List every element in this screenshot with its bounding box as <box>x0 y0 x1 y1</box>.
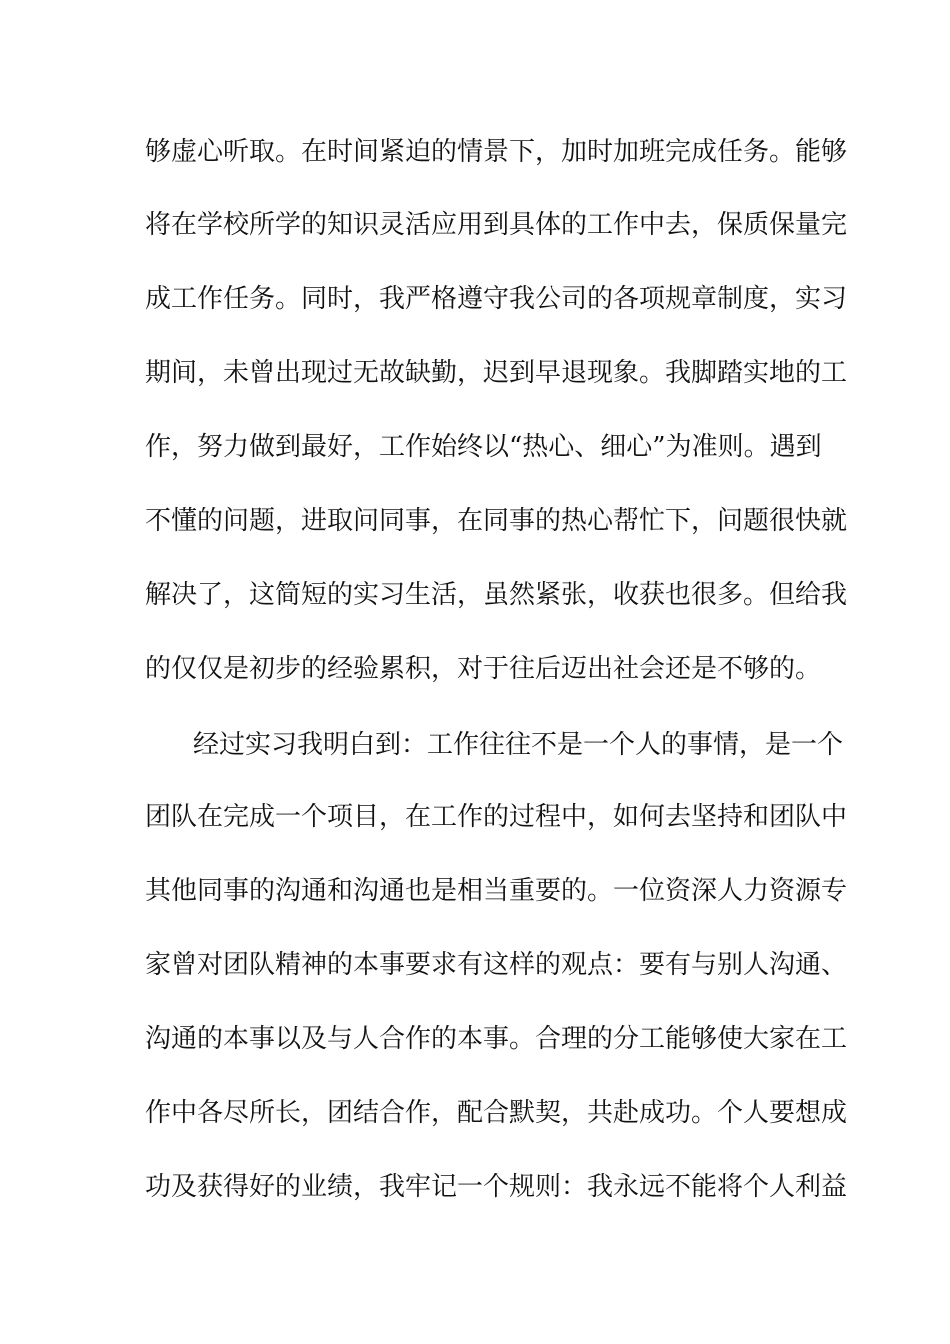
text-line: 沟通的本事以及与人合作的本事。合理的分工能够使大家在工 <box>145 1024 848 1054</box>
text-line: 不懂的问题，进取问同事，在同事的热心帮忙下，问题很快就 <box>145 506 848 536</box>
text-line: 家曾对团队精神的本事要求有这样的观点：要有与别人沟通、 <box>145 950 848 980</box>
text-line: 作，努力做到最好，工作始终以“热心、细心”为准则。遇到 <box>145 432 822 462</box>
text-line: 解决了，这简短的实习生活，虽然紧张，收获也很多。但给我 <box>145 580 848 610</box>
text-line: 作中各尽所长，团结合作，配合默契，共赴成功。个人要想成 <box>145 1098 848 1128</box>
text-line: 的仅仅是初步的经验累积，对于往后迈出社会还是不够的。 <box>145 654 822 684</box>
text-line: 功及获得好的业绩，我牢记一个规则：我永远不能将个人利益 <box>145 1172 848 1202</box>
paragraph-first-line: 经过实习我明白到：工作往往不是一个人的事情，是一个 <box>193 730 844 760</box>
text-line: 团队在完成一个项目，在工作的过程中，如何去坚持和团队中 <box>145 802 848 832</box>
text-line: 期间，未曾出现过无故缺勤，迟到早退现象。我脚踏实地的工 <box>145 358 848 388</box>
text-line: 够虚心听取。在时间紧迫的情景下，加时加班完成任务。能够 <box>145 137 848 167</box>
text-line: 成工作任务。同时，我严格遵守我公司的各项规章制度，实习 <box>145 284 848 314</box>
text-line: 将在学校所学的知识灵活应用到具体的工作中去，保质保量完 <box>145 210 848 240</box>
text-line: 其他同事的沟通和沟通也是相当重要的。一位资深人力资源专 <box>145 876 848 906</box>
